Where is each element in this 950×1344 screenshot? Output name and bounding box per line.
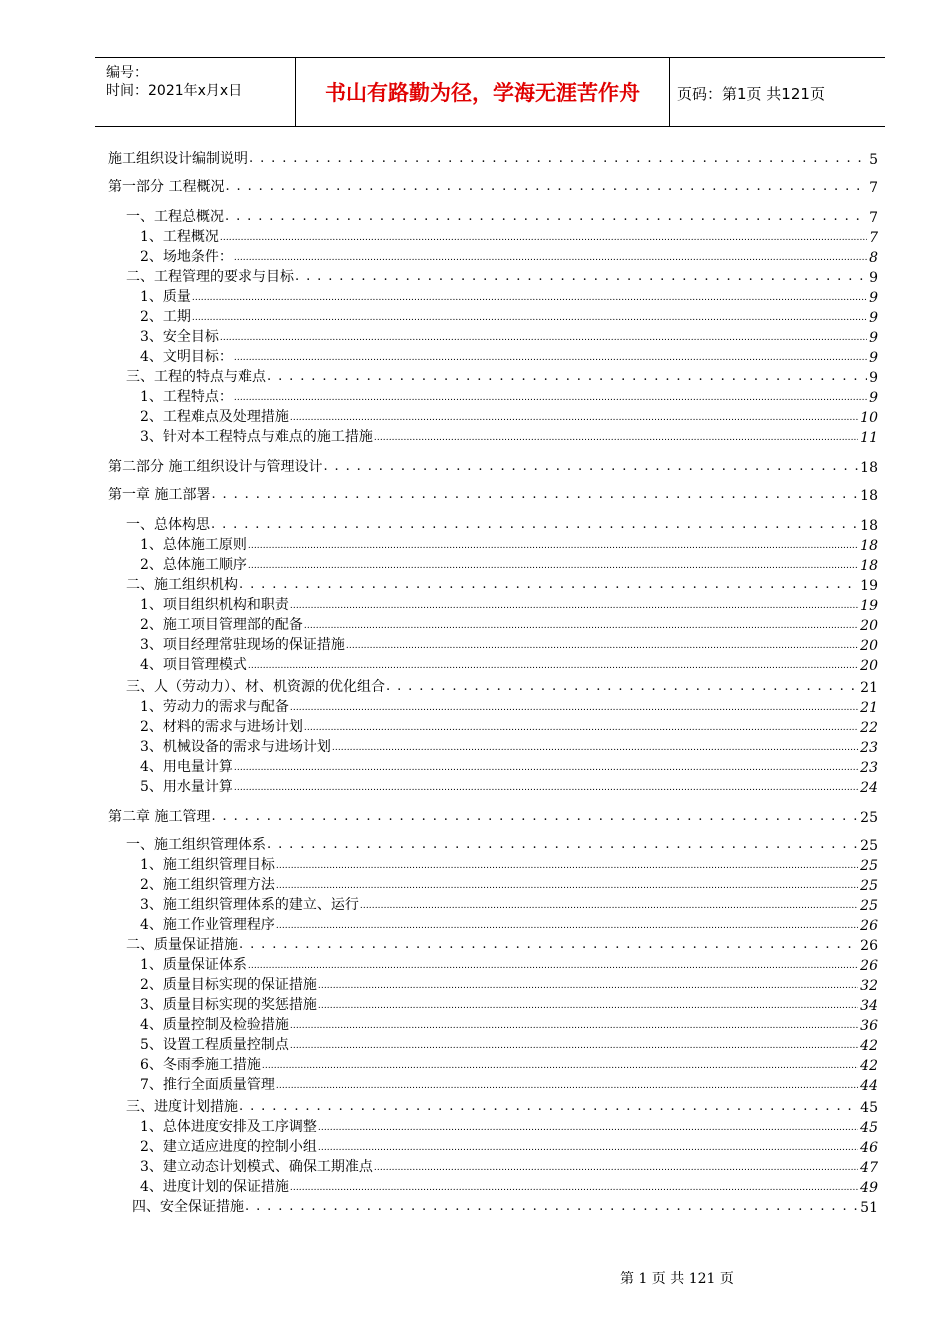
toc-leader-dots — [248, 554, 858, 574]
toc-entry[interactable] — [140, 534, 878, 554]
toc-leader-dots — [234, 756, 858, 776]
toc-entry-title: 2、场地条件： — [140, 249, 233, 265]
toc-entry-title: 2、总体施工顺序 — [140, 557, 247, 573]
toc-entry[interactable] — [126, 934, 878, 954]
toc-entry-title: 4、进度计划的保证措施 — [140, 1179, 289, 1195]
toc-leader-dots — [290, 1176, 858, 1196]
toc-leader-dots — [290, 1034, 858, 1054]
toc-leader-dots — [267, 366, 867, 386]
toc-entry-title: 第一部分 工程概况 — [108, 179, 225, 195]
toc-entry-title: 二、工程管理的要求与目标 — [126, 269, 294, 285]
toc-leader-dots — [290, 696, 858, 716]
toc-entry-page: 24 — [860, 780, 878, 796]
toc-entry[interactable] — [140, 974, 878, 994]
toc-entry-title: 2、工期 — [140, 309, 191, 325]
toc-entry-page: 9 — [869, 350, 878, 366]
toc-entry-page: 7 — [869, 180, 878, 196]
toc-entry-page: 20 — [860, 638, 878, 654]
toc-leader-dots — [220, 326, 867, 346]
toc-entry[interactable] — [140, 1156, 878, 1176]
toc-leader-dots — [234, 346, 867, 366]
toc-entry-title: 1、施工组织管理目标 — [140, 857, 275, 873]
toc-leader-dots — [276, 1074, 858, 1094]
toc-entry-page: 26 — [860, 938, 878, 954]
toc-entry-page: 25 — [860, 810, 878, 826]
toc-entry[interactable] — [140, 554, 878, 574]
toc-entry[interactable] — [140, 874, 878, 894]
toc-entry[interactable] — [126, 834, 878, 854]
toc-entry-page: 5 — [869, 152, 878, 168]
toc-entry-page: 18 — [860, 488, 878, 504]
toc-leader-dots — [225, 176, 867, 196]
toc-entry-page: 49 — [860, 1180, 878, 1196]
toc-entry-title: 1、质量保证体系 — [140, 957, 247, 973]
toc-entry-page: 21 — [860, 700, 878, 716]
toc-leader-dots — [248, 654, 858, 674]
toc-entry-page: 9 — [869, 290, 878, 306]
page-info: 页码：第1页 共121页 — [677, 85, 825, 103]
toc-entry[interactable] — [140, 716, 878, 736]
toc-leader-dots — [267, 834, 858, 854]
toc-leader-dots — [290, 594, 858, 614]
toc-entry-title: 一、施工组织管理体系 — [126, 837, 266, 853]
toc-entry[interactable] — [140, 226, 878, 246]
toc-entry-page: 8 — [869, 250, 878, 266]
toc-entry-page: 23 — [860, 740, 878, 756]
toc-entry-page: 7 — [869, 210, 878, 226]
toc-leader-dots — [360, 894, 858, 914]
toc-entry-title: 施工组织设计编制说明 — [108, 151, 248, 167]
toc-entry-title: 1、项目组织机构和职责 — [140, 597, 289, 613]
number-label: 编号： — [106, 65, 148, 81]
toc-leader-dots — [323, 456, 858, 476]
toc-entry[interactable] — [140, 854, 878, 874]
toc-leader-dots — [276, 874, 858, 894]
toc-leader-dots — [290, 1014, 858, 1034]
toc-entry-title: 7、推行全面质量管理 — [140, 1077, 275, 1093]
toc-entry[interactable] — [140, 696, 878, 716]
toc-entry[interactable] — [140, 306, 878, 326]
toc-entry[interactable] — [140, 954, 878, 974]
toc-leader-dots — [239, 574, 858, 594]
toc-entry-page: 7 — [869, 230, 878, 246]
toc-entry-title: 1、劳动力的需求与配备 — [140, 699, 289, 715]
toc-entry-title: 2、质量目标实现的保证措施 — [140, 977, 317, 993]
toc-entry-title: 2、施工组织管理方法 — [140, 877, 275, 893]
toc-entry-page: 25 — [860, 898, 878, 914]
toc-entry-page: 21 — [860, 680, 878, 696]
toc-entry-title: 4、文明目标： — [140, 349, 233, 365]
toc-leader-dots — [346, 634, 858, 654]
toc-entry-page: 23 — [860, 760, 878, 776]
toc-entry-title: 2、建立适应进度的控制小组 — [140, 1139, 317, 1155]
toc-entry[interactable] — [140, 894, 878, 914]
toc-entry[interactable] — [140, 1136, 878, 1156]
toc-entry-title: 3、项目经理常驻现场的保证措施 — [140, 637, 345, 653]
toc-entry[interactable] — [140, 426, 878, 446]
toc-entry-page: 18 — [860, 558, 878, 574]
toc-leader-dots — [318, 1136, 858, 1156]
toc-leader-dots — [374, 426, 858, 446]
toc-leader-dots — [234, 246, 867, 266]
toc-entry[interactable] — [140, 1054, 878, 1074]
toc-entry-title: 二、施工组织机构 — [126, 577, 238, 593]
toc-entry-title: 3、安全目标 — [140, 329, 219, 345]
toc-entry[interactable] — [140, 1116, 878, 1136]
toc-entry[interactable] — [126, 1096, 878, 1116]
toc-leader-dots — [245, 1196, 858, 1216]
toc-entry-page: 32 — [860, 978, 878, 994]
toc-entry[interactable] — [140, 756, 878, 776]
toc-entry-title: 一、工程总概况 — [126, 209, 224, 225]
toc-leader-dots — [211, 514, 858, 534]
toc-entry-title: 1、工程特点： — [140, 389, 233, 405]
toc-entry-title: 5、用水量计算 — [140, 779, 233, 795]
toc-leader-dots — [304, 716, 858, 736]
toc-entry-page: 9 — [869, 310, 878, 326]
toc-entry-title: 1、工程概况 — [140, 229, 219, 245]
toc-entry[interactable] — [140, 776, 878, 796]
toc-entry[interactable] — [140, 634, 878, 654]
toc-entry-title: 2、材料的需求与进场计划 — [140, 719, 303, 735]
toc-leader-dots — [276, 854, 858, 874]
toc-leader-dots — [318, 974, 858, 994]
toc-entry-page: 42 — [860, 1058, 878, 1074]
motto: 书山有路勤为径，学海无涯苦作舟 — [295, 58, 670, 126]
toc-leader-dots — [318, 1116, 858, 1136]
toc-leader-dots — [248, 534, 858, 554]
toc-entry[interactable] — [140, 594, 878, 614]
toc-entry-title: 4、质量控制及检验措施 — [140, 1017, 289, 1033]
toc-entry[interactable] — [132, 1196, 878, 1216]
toc-entry-page: 9 — [869, 270, 878, 286]
toc-entry-page: 20 — [860, 618, 878, 634]
toc-entry-page: 45 — [860, 1100, 878, 1116]
toc-entry-title: 第二章 施工管理 — [108, 809, 211, 825]
toc-entry[interactable] — [126, 574, 878, 594]
toc-entry-title: 5、设置工程质量控制点 — [140, 1037, 289, 1053]
toc-entry-page: 9 — [869, 390, 878, 406]
toc-entry-title: 4、施工作业管理程序 — [140, 917, 275, 933]
time-label: 时间：2021年x月x日 — [106, 83, 243, 99]
toc-leader-dots — [234, 776, 858, 796]
toc-entry[interactable] — [140, 1176, 878, 1196]
toc-entry-title: 三、工程的特点与难点 — [126, 369, 266, 385]
toc-entry[interactable] — [140, 346, 878, 366]
toc-entry[interactable] — [108, 176, 878, 196]
toc-leader-dots — [276, 914, 858, 934]
toc-entry-title: 1、质量 — [140, 289, 191, 305]
toc-entry-page: 19 — [860, 598, 878, 614]
toc-entry[interactable] — [140, 286, 878, 306]
toc-entry-title: 3、机械设备的需求与进场计划 — [140, 739, 331, 755]
toc-entry-title: 2、施工项目管理部的配备 — [140, 617, 303, 633]
toc-leader-dots — [211, 806, 858, 826]
toc-entry-page: 51 — [860, 1200, 878, 1216]
toc-entry[interactable] — [140, 736, 878, 756]
toc-entry[interactable] — [140, 246, 878, 266]
toc-entry-title: 3、施工组织管理体系的建立、运行 — [140, 897, 359, 913]
toc-entry[interactable] — [140, 614, 878, 634]
toc-entry-page: 25 — [860, 838, 878, 854]
toc-entry-page: 18 — [860, 460, 878, 476]
toc-entry[interactable] — [126, 676, 878, 696]
toc-entry-page: 36 — [860, 1018, 878, 1034]
toc-entry-page: 44 — [860, 1078, 878, 1094]
toc-leader-dots — [192, 306, 867, 326]
toc-leader-dots — [239, 1096, 858, 1116]
toc-entry-title: 三、进度计划措施 — [126, 1099, 238, 1115]
toc-entry-page: 11 — [860, 430, 878, 446]
toc-entry-page: 26 — [860, 918, 878, 934]
toc-entry[interactable] — [126, 514, 878, 534]
toc-leader-dots — [239, 934, 858, 954]
toc-leader-dots — [290, 406, 858, 426]
toc-entry[interactable] — [140, 1034, 878, 1054]
toc-leader-dots — [318, 994, 858, 1014]
toc-leader-dots — [192, 286, 867, 306]
toc-entry-page: 9 — [869, 330, 878, 346]
toc-entry-title: 1、总体进度安排及工序调整 — [140, 1119, 317, 1135]
page-footer: 第 1 页 共 121 页 — [620, 1271, 734, 1287]
toc-entry-page: 25 — [860, 878, 878, 894]
toc-entry-page: 42 — [860, 1038, 878, 1054]
toc-entry-title: 3、针对本工程特点与难点的施工措施 — [140, 429, 373, 445]
toc-entry[interactable] — [140, 914, 878, 934]
toc-leader-dots — [304, 614, 858, 634]
toc-entry-page: 18 — [860, 538, 878, 554]
toc-entry-title: 4、项目管理模式 — [140, 657, 247, 673]
toc-entry-title: 2、工程难点及处理措施 — [140, 409, 289, 425]
toc-entry[interactable] — [108, 806, 878, 826]
toc-entry-page: 19 — [860, 578, 878, 594]
toc-entry[interactable] — [140, 406, 878, 426]
toc-entry[interactable] — [140, 1074, 878, 1094]
toc-entry[interactable] — [108, 148, 878, 168]
toc-entry-title: 第一章 施工部署 — [108, 487, 211, 503]
toc-entry-title: 6、冬雨季施工措施 — [140, 1057, 261, 1073]
toc-entry[interactable] — [126, 206, 878, 226]
toc-entry-page: 22 — [860, 720, 878, 736]
toc-entry-page: 25 — [860, 858, 878, 874]
toc-entry-title: 三、人（劳动力）、材、机资源的优化组合 — [126, 679, 385, 695]
toc-leader-dots — [225, 206, 867, 226]
toc-entry[interactable] — [140, 326, 878, 346]
toc-entry[interactable] — [140, 1014, 878, 1034]
toc-entry-page: 10 — [860, 410, 878, 426]
toc-leader-dots — [211, 484, 858, 504]
toc-leader-dots — [386, 676, 858, 696]
toc-entry-title: 第二部分 施工组织设计与管理设计 — [108, 459, 323, 475]
toc-leader-dots — [248, 954, 858, 974]
toc-entry-title: 一、总体构思 — [126, 517, 210, 533]
toc-entry-page: 47 — [860, 1160, 878, 1176]
toc-entry-page: 46 — [860, 1140, 878, 1156]
toc-entry[interactable] — [140, 654, 878, 674]
toc-entry-title: 1、总体施工原则 — [140, 537, 247, 553]
toc-entry-title: 3、建立动态计划模式、确保工期准点 — [140, 1159, 373, 1175]
toc-entry-title: 4、用电量计算 — [140, 759, 233, 775]
toc-entry[interactable] — [108, 484, 878, 504]
toc-entry-page: 34 — [860, 998, 878, 1014]
toc-entry-page: 9 — [869, 370, 878, 386]
toc-leader-dots — [295, 266, 867, 286]
toc-leader-dots — [220, 226, 867, 246]
toc-entry-title: 3、质量目标实现的奖惩措施 — [140, 997, 317, 1013]
toc-leader-dots — [374, 1156, 858, 1176]
toc-entry-page: 45 — [860, 1120, 878, 1136]
toc-leader-dots — [262, 1054, 858, 1074]
toc-entry[interactable] — [126, 266, 878, 286]
toc-entry-page: 18 — [860, 518, 878, 534]
toc-leader-dots — [249, 148, 867, 168]
toc-leader-dots — [234, 386, 867, 406]
toc-entry[interactable] — [140, 994, 878, 1014]
toc-entry-title: 二、质量保证措施 — [126, 937, 238, 953]
toc-entry[interactable] — [140, 386, 878, 406]
toc-entry[interactable] — [108, 456, 878, 476]
toc-leader-dots — [332, 736, 858, 756]
toc-entry-page: 20 — [860, 658, 878, 674]
toc-entry-page: 26 — [860, 958, 878, 974]
toc-entry[interactable] — [126, 366, 878, 386]
toc-entry-title: 四、安全保证措施 — [132, 1199, 244, 1215]
